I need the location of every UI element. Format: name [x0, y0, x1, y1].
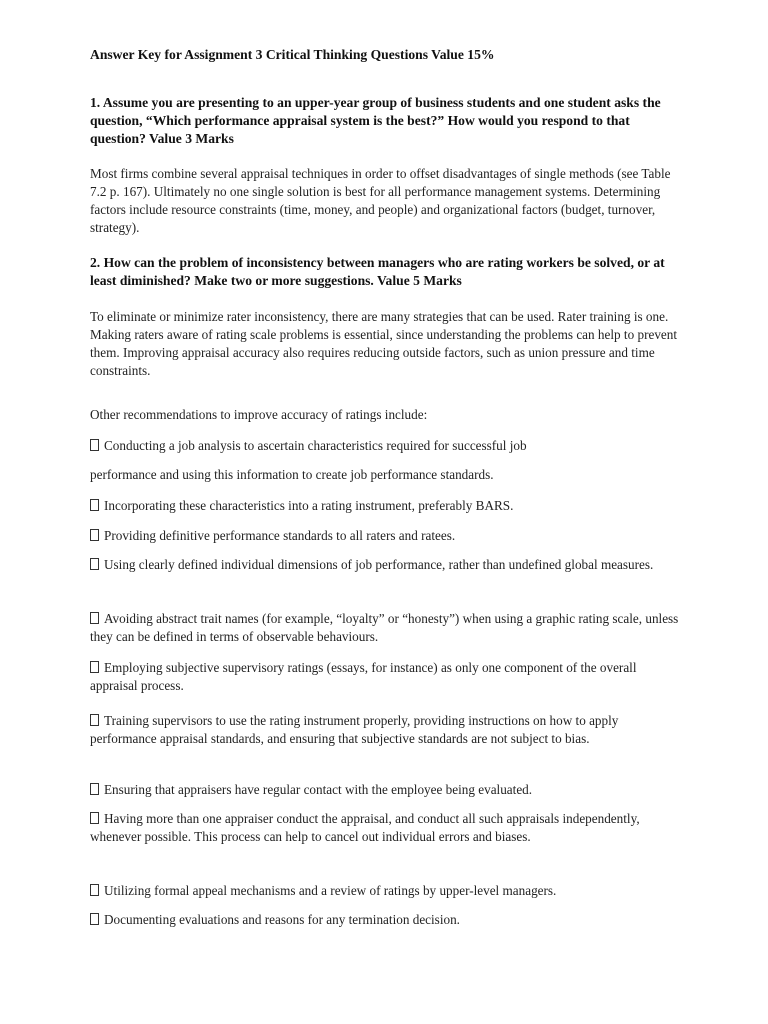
list-item-text: Incorporating these characteristics into a rating instrument, preferably BARS. — [104, 498, 514, 513]
recommendations-intro: Other recommendations to improve accuracy of ratings include: — [90, 407, 428, 422]
list-item — [90, 610, 686, 646]
list-item-text: Ensuring that appraisers have regular contact with the employee being evaluated. — [104, 782, 533, 797]
list-item-text: Providing definitive performance standards to all raters and ratees. — [104, 528, 456, 543]
list-item — [90, 659, 686, 695]
list-item-text: Having more than one appraiser conduct the appraisal, and conduct all such appraisals independently, whenever possible. This process can help to cancel out individual errors and biases. — [90, 811, 640, 844]
list-item-text: Utilizing formal appeal mechanisms and a review of ratings by upper-level managers. — [104, 883, 557, 898]
checkbox-glyph-icon — [90, 783, 99, 795]
list-item-text: Documenting evaluations and reasons for any termination decision. — [104, 912, 460, 927]
checkbox-glyph-icon — [90, 812, 99, 824]
list-item — [90, 437, 686, 455]
list-item — [90, 882, 686, 900]
page-title: Answer Key for Assignment 3 Critical Thinking Questions Value 15% — [90, 47, 495, 62]
list-item-continuation: performance and using this information to create job performance standards. — [90, 467, 494, 482]
checkbox-glyph-icon — [90, 558, 99, 570]
list-item-text: Conducting a job analysis to ascertain characteristics required for successful job — [104, 438, 527, 453]
checkbox-glyph-icon — [90, 913, 99, 925]
checkbox-glyph-icon — [90, 499, 99, 511]
checkbox-glyph-icon — [90, 439, 99, 451]
checkbox-glyph-icon — [90, 612, 99, 624]
list-item — [90, 556, 686, 574]
list-item-text: Avoiding abstract trait names (for example, “loyalty” or “honesty”) when using a graphic rating scale, unless they can be defined in terms of observable behaviours. — [90, 611, 679, 644]
answer-2: To eliminate or minimize rater inconsistency, there are many strategies that can be used. Rater training is one. Making raters aware of rating scale problems is essential, since understanding the problems can help to prevent them. Improving appraisal accuracy also requires reducing outside factors, such as union pressure and time constraints. — [90, 309, 678, 378]
list-item — [90, 911, 686, 929]
checkbox-glyph-icon — [90, 714, 99, 726]
answer-1: Most firms combine several appraisal techniques in order to offset disadvantages of single methods (see Table 7.2 p. 167). Ultimately no one single solution is best for all performance management systems. Determining factors include resource constraints (time, money, and people) and organizational factors (budget, turnover, strategy). — [90, 166, 671, 235]
checkbox-glyph-icon — [90, 884, 99, 896]
list-item — [90, 810, 686, 846]
question-1: 1. Assume you are presenting to an upper-year group of business students and one student asks the question, “Which performance appraisal system is the best?” How would you respond to that question? Value 3 Marks — [90, 95, 661, 146]
list-item — [90, 781, 686, 799]
checkbox-glyph-icon — [90, 529, 99, 541]
list-item — [90, 497, 686, 515]
list-item — [90, 527, 686, 545]
list-item-text: Employing subjective supervisory ratings (essays, for instance) as only one component of the overall appraisal process. — [90, 660, 637, 693]
list-item-text: Using clearly defined individual dimensions of job performance, rather than undefined global measures. — [104, 557, 654, 572]
question-2: 2. How can the problem of inconsistency between managers who are rating workers be solved, or at least diminished? Make two or more suggestions. Value 5 Marks — [90, 255, 665, 288]
list-item — [90, 712, 686, 748]
checkbox-glyph-icon — [90, 661, 99, 673]
list-item-text: Training supervisors to use the rating instrument properly, providing instructions on how to apply performance appraisal standards, and ensuring that subjective standards are not subject to bias. — [90, 713, 619, 746]
